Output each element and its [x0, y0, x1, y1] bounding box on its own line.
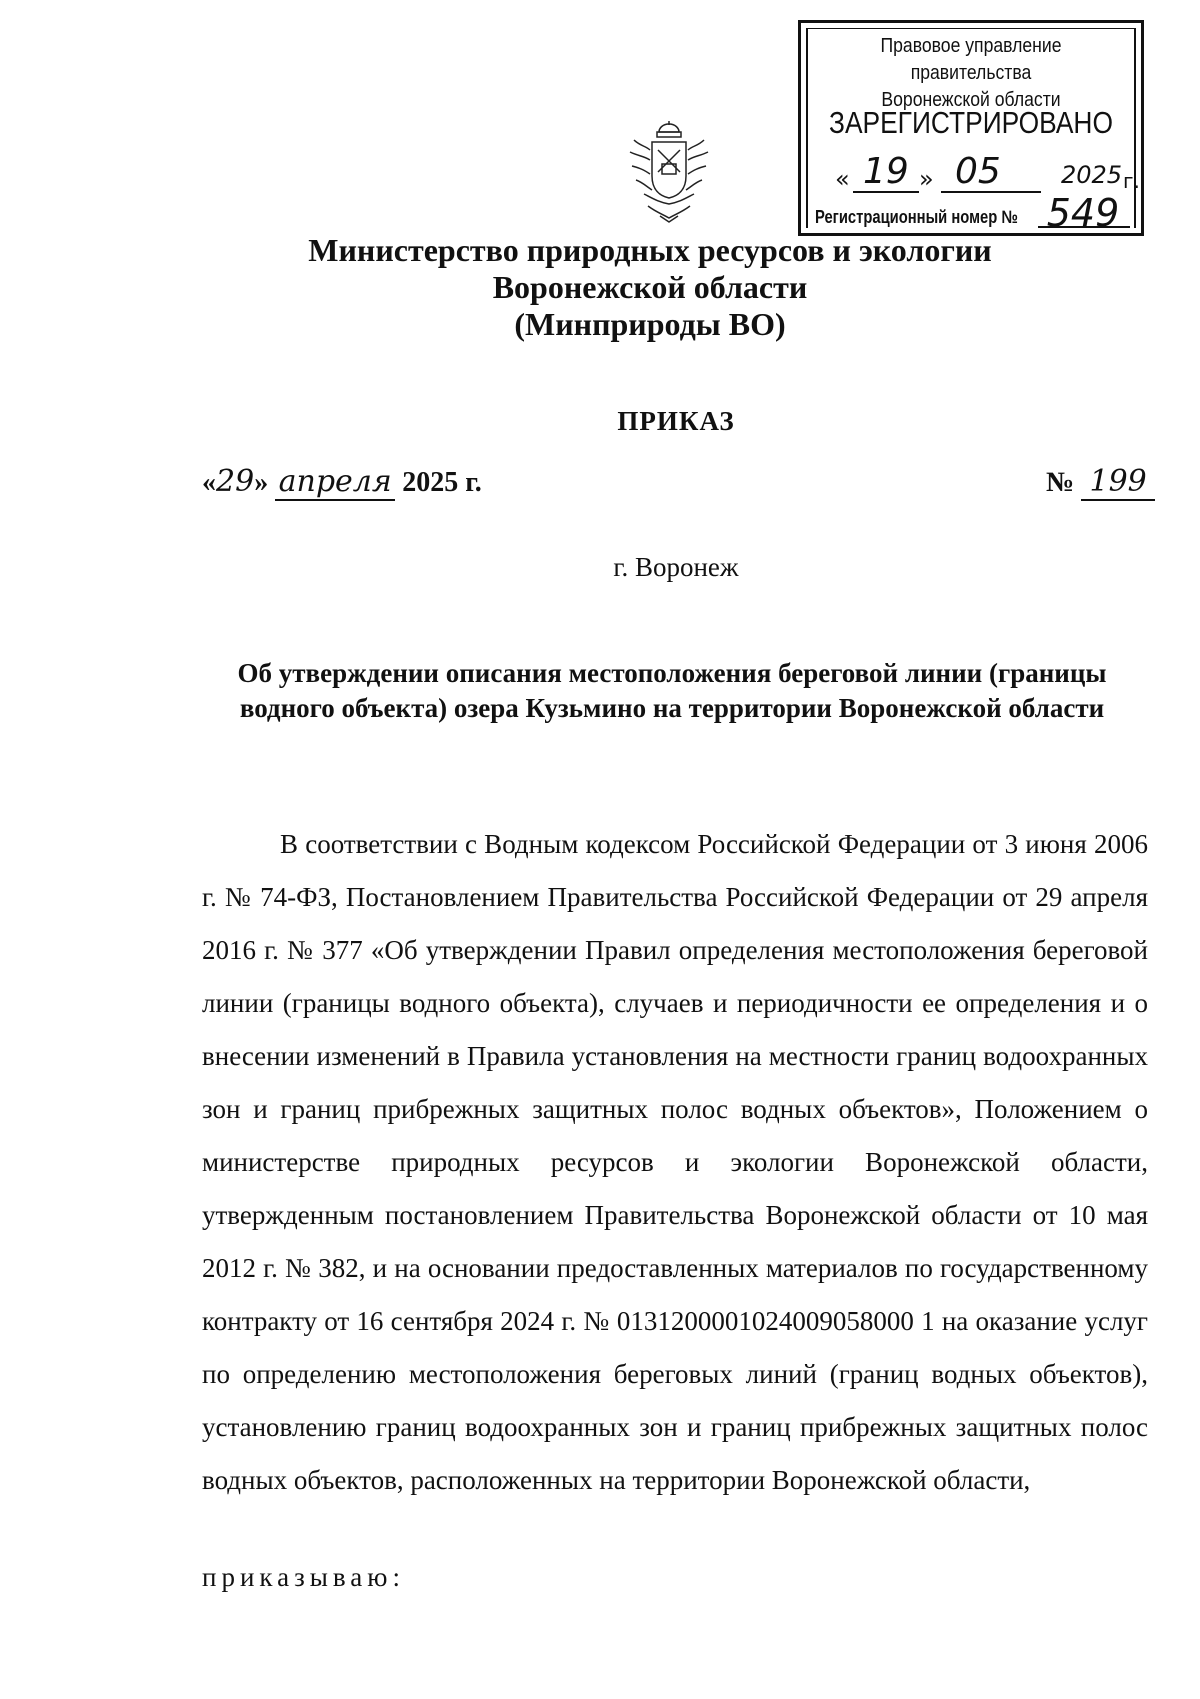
order-city: г. Воронеж	[613, 552, 739, 582]
stamp-day: 19	[863, 151, 909, 192]
order-number	[1046, 464, 1155, 501]
ministry-header	[0, 232, 1200, 343]
stamp-quote-open: «	[835, 165, 850, 193]
stamp-org-line2: Воронежской области	[881, 89, 1061, 111]
stamp-quote-close: »	[919, 165, 934, 193]
stamp-organization	[821, 33, 1120, 114]
order-date	[202, 464, 482, 501]
order-date-month: апреля	[275, 464, 395, 501]
order-body-text: В соответствии с Водным кодексом Российской Федерации от 3 июня 2006 г. № 74-ФЗ, Постановлением Правительства Российской Федерации от 29 апреля 2016 г. № 377 «Об утверждении Правил определения местоположения береговой линии (границы водного объекта), случаев и периодичности ее определения и о внесении изменений в Правила установления на местности границ водоохранных зон и границ прибрежных защитных полос водных объектов», Положением о министерстве природных ресурсов и экологии Воронежской области, утвержденным постановлением Правительства Воронежской области от 10 мая 2012 г. № 382, и на основании предоставленных материалов по государственному контракту от 16 сентября 2024 г. № 0131200001024009058000 1 на оказание услуг по определению местоположения береговых линий (границ водных объектов), установлению границ водоохранных зон и границ прибрежных защитных полос водных объектов, расположенных на территории Воронежской области,	[202, 829, 1148, 1495]
order-date-day: 29	[216, 464, 255, 499]
stamp-month: 05	[955, 151, 1001, 192]
order-number-value: 199	[1081, 464, 1155, 501]
stamp-month-line	[941, 191, 1041, 193]
order-number-label: №	[1046, 467, 1075, 498]
ministry-line3: (Минприроды ВО)	[514, 306, 786, 342]
order-verb: приказываю:	[202, 1562, 405, 1592]
stamp-year: 2025	[1061, 161, 1123, 189]
order-body	[202, 818, 1148, 1507]
order-subject: Об утверждении описания местоположения береговой линии (границы водного объекта) озера Кузьмино на территории Воронежской области	[237, 658, 1107, 723]
stamp-reg-label: Регистрационный номер №	[815, 207, 1018, 227]
ministry-line2: Воронежской области	[492, 269, 808, 305]
stamp-date	[823, 151, 1140, 195]
stamp-org-line1: Правовое управление правительства	[880, 35, 1062, 84]
registration-stamp	[798, 20, 1144, 236]
ministry-line1: Министерство природных ресурсов и экологии	[308, 232, 992, 268]
stamp-reg-number: 549	[1046, 191, 1120, 235]
stamp-registered-label: ЗАРЕГИСТРИРОВАНО	[829, 105, 1113, 140]
stamp-day-line	[853, 191, 919, 193]
stamp-year-suffix: г.	[1123, 169, 1140, 193]
stamp-reg-number-line	[1038, 226, 1130, 228]
coat-of-arms-icon	[624, 120, 714, 224]
date-quote-close: »	[254, 467, 269, 498]
date-quote-open: «	[202, 467, 216, 498]
order-title: ПРИКАЗ	[617, 406, 735, 436]
order-date-year: 2025 г.	[402, 467, 482, 498]
